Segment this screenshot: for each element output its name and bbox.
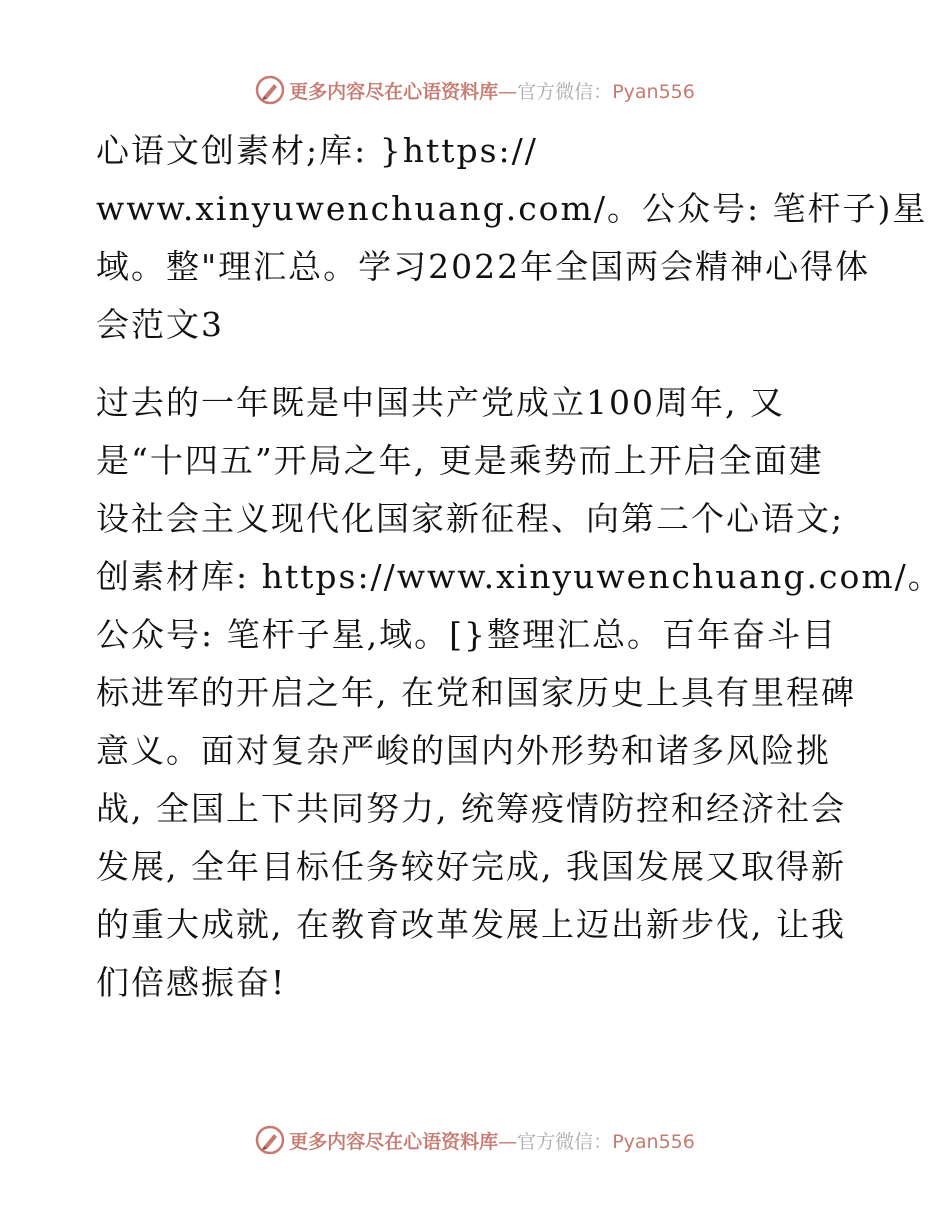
footer-banner [0,1120,950,1160]
text-line: 战, 全国上下共同努力, 统筹疫情防控和经济社会 [96,789,846,828]
header-banner-wechat-id: Pyan556 [612,80,695,103]
text-line: 设社会主义现代化国家新征程、向第二个心语文; [96,499,845,538]
footer-banner-dash: — [498,1130,518,1153]
pen-logo-icon [255,75,285,105]
header-banner-main: 更多内容尽在心语资料库 [289,80,499,103]
text-line: 创素材库: https://www.xinyuwenchuang.com/。 [96,557,943,596]
text-line: 过去的一年既是中国共产党成立100周年, 又 [96,383,785,422]
header-banner-text [289,77,695,104]
text-line: 们倍感振奋! [96,963,287,1002]
footer-banner-text [289,1127,695,1154]
footer-banner-wechat-id: Pyan556 [612,1130,695,1153]
header-banner [0,70,950,110]
header-banner-dash: — [498,80,518,103]
pen-logo-icon [255,1125,285,1155]
header-banner-label: 官方微信： [517,80,613,103]
text-line: www.xinyuwenchuang.com/。公众号: 笔杆子)星 [96,189,928,228]
text-line: 公众号: 笔杆子星,域。[}整理汇总。百年奋斗目 [96,615,837,654]
footer-banner-label: 官方微信： [517,1130,613,1153]
paragraph-1 [96,122,928,354]
footer-banner-main: 更多内容尽在心语资料库 [289,1130,499,1153]
text-line: 会范文3 [96,305,224,344]
document-body [96,122,943,1012]
text-line: 发展, 全年目标任务较好完成, 我国发展又取得新 [96,847,846,886]
text-line: 心语文创素材;库: }https:// [96,131,538,170]
text-line: 域。整"理汇总。学习2022年全国两会精神心得体 [96,247,871,286]
text-line: 意义。面对复杂严峻的国内外形势和诸多风险挑 [96,731,831,770]
paragraph-spacer [96,354,856,374]
text-line: 的重大成就, 在教育改革发展上迈出新步伐, 让我 [96,905,846,944]
text-line: 标进军的开启之年, 在党和国家历史上具有里程碑 [96,673,856,712]
paragraph-2 [96,374,943,1012]
text-line: 是“十四五”开局之年, 更是乘势而上开启全面建 [96,441,824,480]
